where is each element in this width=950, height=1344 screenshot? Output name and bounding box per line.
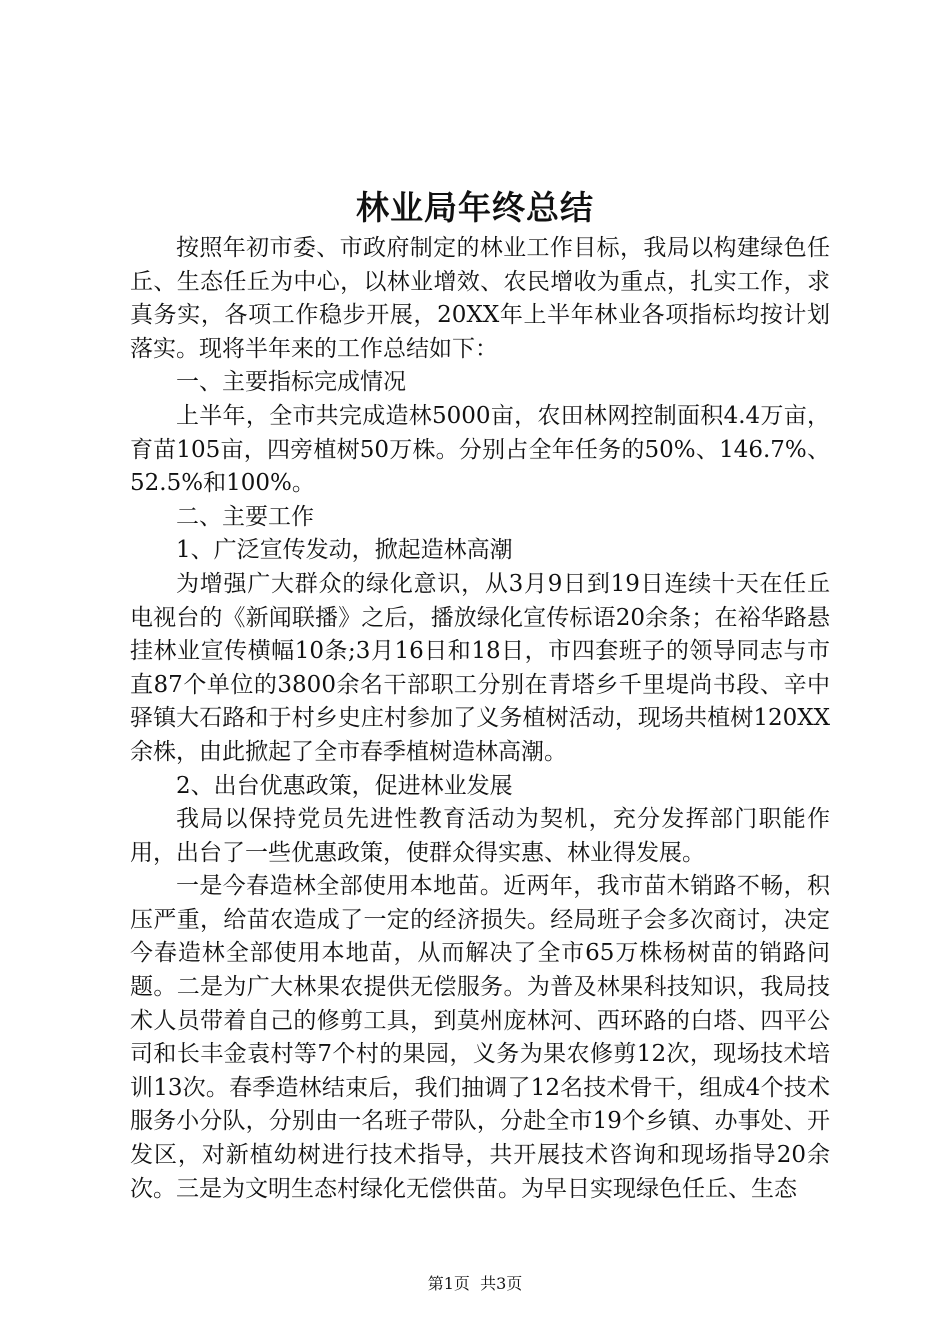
subsection-heading-2: 2、出台优惠政策，促进林业发展	[176, 772, 513, 799]
page-total: 共3页	[480, 1274, 523, 1293]
section-heading-2: 二、主要工作	[176, 503, 314, 530]
page-footer	[0, 1274, 950, 1294]
paragraph-indicators: 上半年，全市共完成造林5000亩，农田林网控制面积4.4万亩，育苗105亩，四旁植树50万株。分别占全年任务的50%、146.7%、52.5%和100%。	[130, 402, 830, 497]
paragraph-measures: 一是今春造林全部使用本地苗。近两年，我市苗木销路不畅，积压严重，给苗农造成了一定的经济损失。经局班子会多次商讨，决定今春造林全部使用本地苗，从而解决了全市65万株杨树苗的销路问题。二是为广大林果农提供无偿服务。为普及林果科技知识，我局技术人员带着自己的修剪工具，到莫州庞林河、西环路的白塔、四平公司和长丰金袁村等7个村的果园，义务为果农修剪12次，现场技术培训13次。春季造林结束后，我们抽调了12名技术骨干，组成4个技术服务小分队，分别由一名班子带队，分赴全市19个乡镇、办事处、开发区，对新植幼树进行技术指导，共开展技术咨询和现场指导20余次。三是为文明生态村绿化无偿供苗。为早日实现绿色任丘、生态	[130, 873, 830, 1202]
page-number: 第1页	[427, 1274, 470, 1293]
document-body	[130, 232, 830, 1206]
paragraph-publicity: 为增强广大群众的绿化意识，从3月9日到19日连续十天在任丘电视台的《新闻联播》之后，播放绿化宣传标语20余条；在裕华路悬挂林业宣传横幅10条;3月16日和18日，市四套班子的领导同志与市直87个单位的3800余名干部职工分别在青塔乡千里堤尚书段、辛中驿镇大石路和于村乡史庄村参加了义务植树活动，现场共植树120XX余株，由此掀起了全市春季植树造林高潮。	[130, 570, 830, 765]
paragraph-policy: 我局以保持党员先进性教育活动为契机，充分发挥部门职能作用，出台了一些优惠政策，使群众得实惠、林业得发展。	[130, 806, 830, 866]
footer-spacer	[470, 1274, 480, 1293]
paragraph-intro: 按照年初市委、市政府制定的林业工作目标，我局以构建绿色任丘、生态任丘为中心，以林业增效、农民增收为重点，扎实工作，求真务实，各项工作稳步开展，20XX年上半年林业各项指标均按计划落实。现将半年来的工作总结如下：	[130, 235, 830, 362]
subsection-heading-1: 1、广泛宣传发动，掀起造林高潮	[176, 537, 513, 564]
section-heading-1: 一、主要指标完成情况	[176, 369, 406, 396]
document-title: 林业局年终总结	[356, 188, 594, 227]
